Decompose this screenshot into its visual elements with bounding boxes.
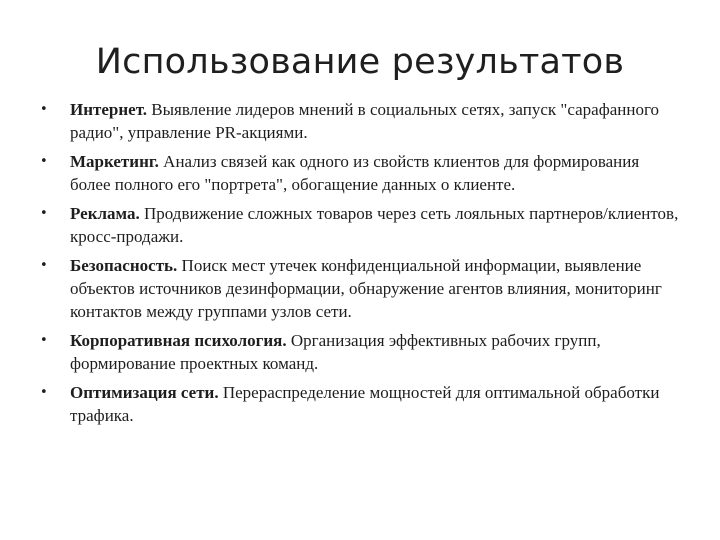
bullet-term: Оптимизация сети. [70, 383, 219, 402]
bullet-item-corporate-psychology [40, 329, 680, 375]
bullet-item-marketing [40, 150, 680, 196]
bullet-item-advertising [40, 202, 680, 248]
bullet-icon: • [40, 385, 48, 400]
bullet-text: Перераспределение мощностей для оптимальной обработки трафика. [70, 383, 660, 425]
bullet-text: Поиск мест утечек конфиденциальной информации, выявление объектов источников дезинформации, обнаружение агентов влияния, мониторинг контактов между группами узлов сети. [70, 256, 662, 321]
bullet-term: Маркетинг. [70, 152, 159, 171]
bullet-list [40, 98, 680, 433]
bullet-term: Реклама. [70, 204, 140, 223]
bullet-text: Организация эффективных рабочих групп, формирование проектных команд. [70, 331, 601, 373]
bullet-text: Выявление лидеров мнений в социальных сетях, запуск "сарафанного радио", управление PR-акциями. [70, 100, 659, 142]
bullet-icon: • [40, 258, 48, 273]
bullet-text: Анализ связей как одного из свойств клиентов для формирования более полного его "портрета", обогащение данных о клиенте. [70, 152, 640, 194]
bullet-term: Интернет. [70, 100, 148, 119]
bullet-icon: • [40, 102, 48, 117]
bullet-icon: • [40, 206, 48, 221]
bullet-item-internet [40, 98, 680, 144]
slide-title: Использование результатов [95, 42, 625, 82]
bullet-icon: • [40, 154, 48, 169]
bullet-icon: • [40, 333, 48, 348]
bullet-text: Продвижение сложных товаров через сеть лояльных партнеров/клиентов, кросс-продажи. [70, 204, 679, 246]
bullet-item-security [40, 254, 680, 323]
bullet-item-network-optimization [40, 381, 680, 427]
bullet-term: Корпоративная психология. [70, 331, 287, 350]
bullet-term: Безопасность. [70, 256, 178, 275]
